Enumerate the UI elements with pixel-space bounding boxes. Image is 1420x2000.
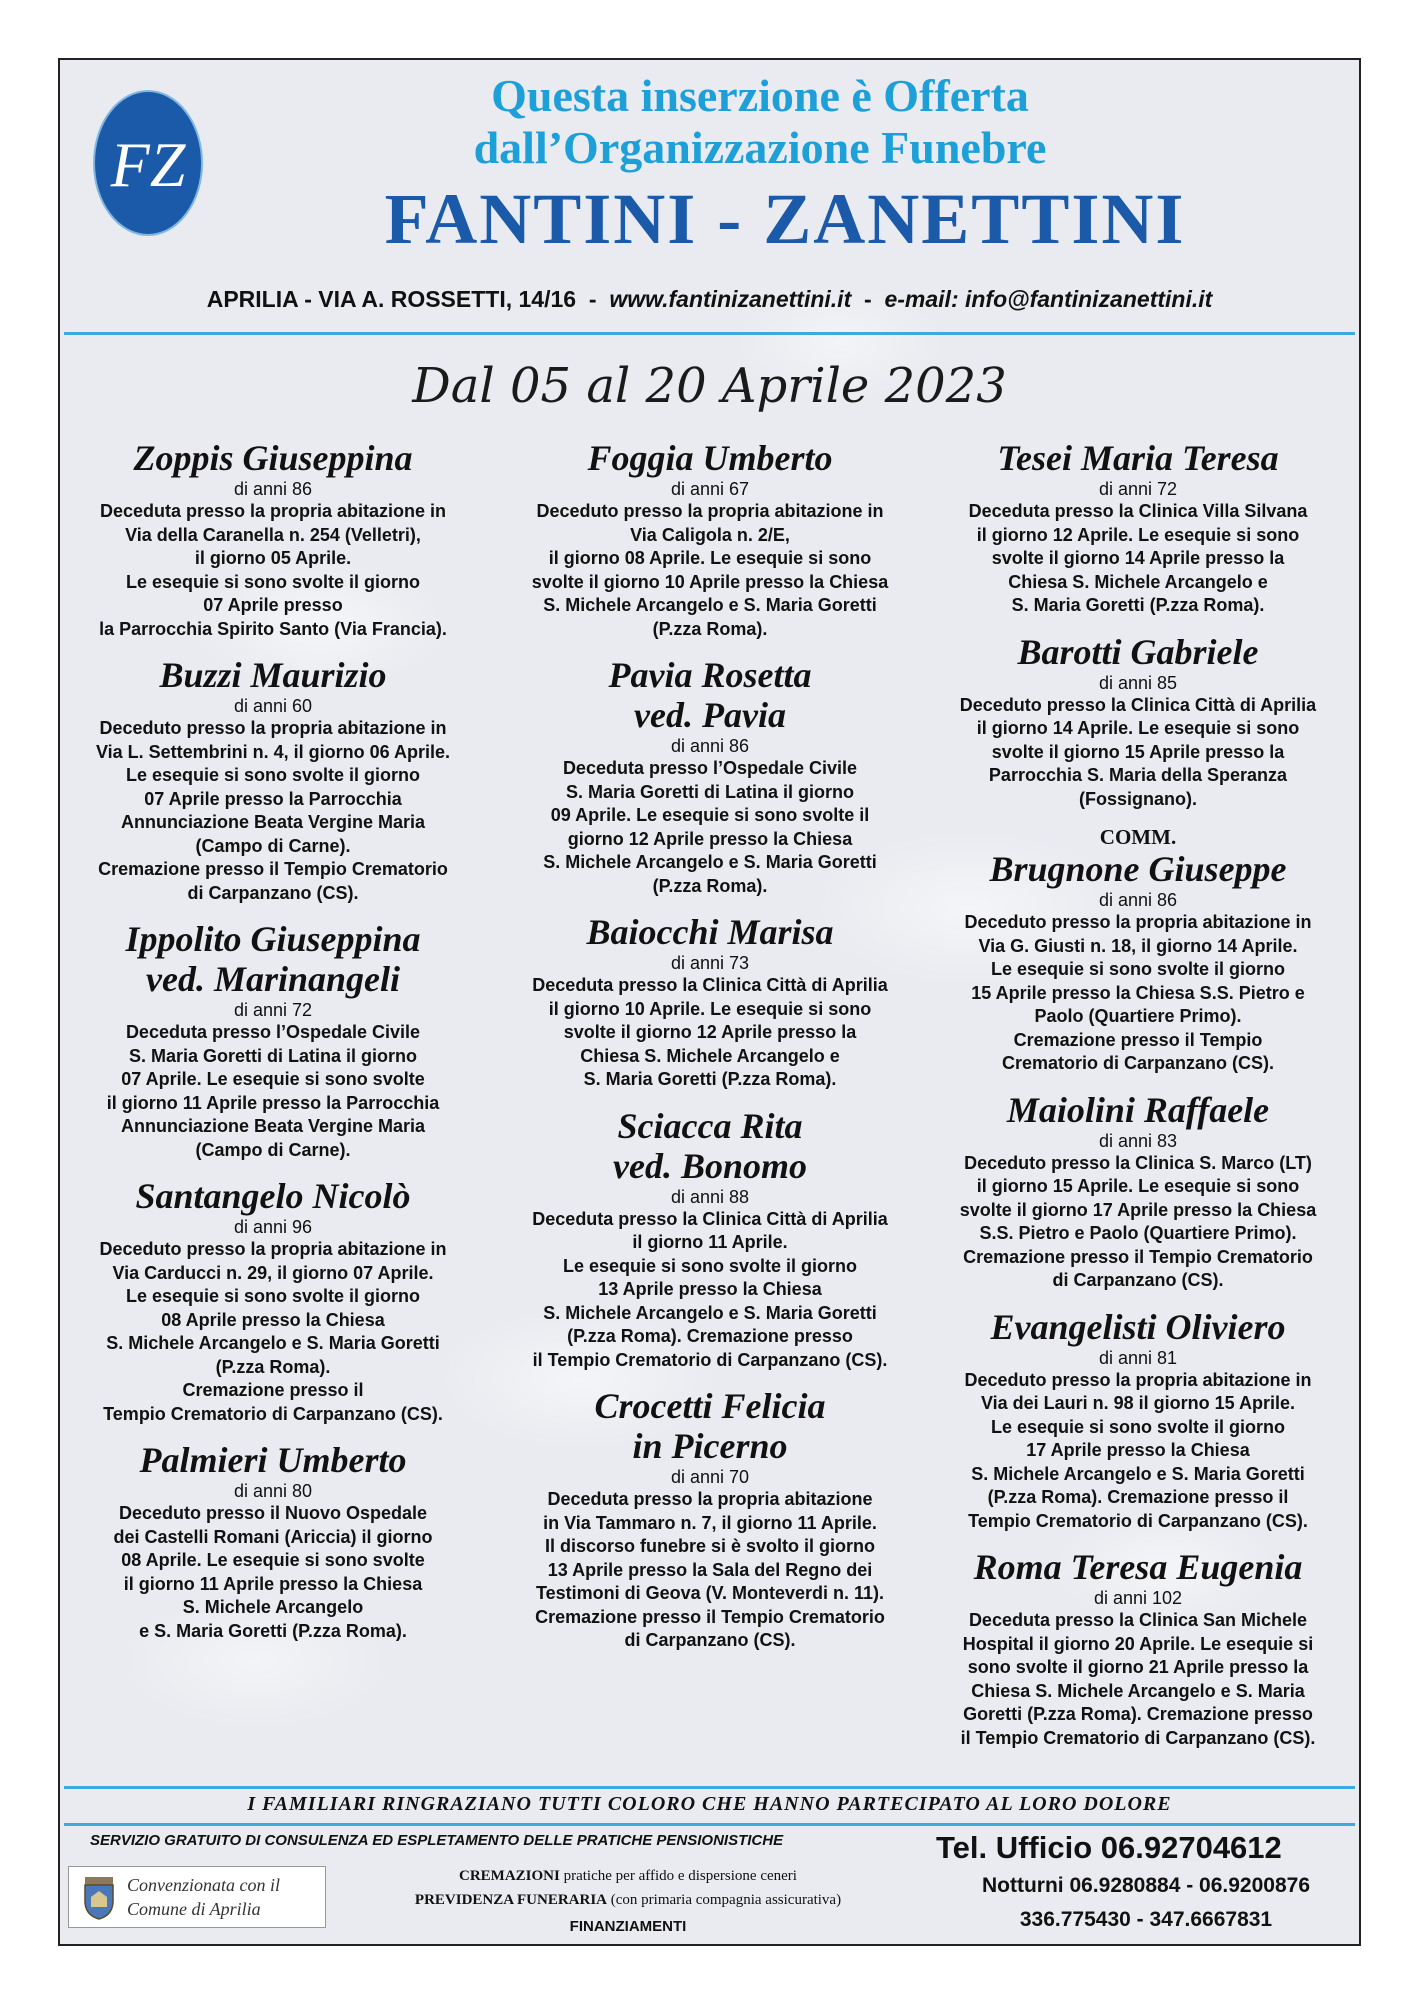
obituary-description-line: 07 Aprile presso la Parrocchia [144, 788, 402, 809]
obituary-description [505, 757, 915, 898]
obituary-description-line: Il discorso funebre si è svolto il giorno [544, 1536, 876, 1556]
obituary-entry [68, 438, 478, 641]
pension-service: SERVIZIO GRATUITO DI CONSULENZA ED ESPLETAMENTO DELLE PRATICHE PENSIONISTICHE [90, 1832, 784, 1849]
obituary-description-line: 09 Aprile. Le esequie si sono svolte il [550, 805, 870, 825]
obituary-entry [505, 1106, 915, 1373]
brand-name: FANTINI - ZANETTINI [384, 179, 1186, 259]
obituary-description-line: Deceduta presso la Clinica San Michele [968, 1610, 1308, 1630]
office-phone[interactable]: Tel. Ufficio 06.92704612 [936, 1830, 1282, 1865]
obituary-description-line: Le esequie si sono svolte il giorno [125, 1286, 421, 1306]
obituary-description-line: Le esequie si sono svolte il giorno [990, 1416, 1286, 1437]
obituary-description-line: 08 Aprile presso la Chiesa [161, 1309, 385, 1330]
obituary-description-line: S. Michele Arcangelo e S. Maria Goretti [543, 595, 877, 615]
obituary-description-line: Deceduto presso la propria abitazione in [964, 1369, 1312, 1390]
obituary-name: Crocetti Felicia [594, 1386, 826, 1426]
obituary-description-line: (P.zza Roma). Cremazione presso [567, 1326, 853, 1346]
obituary-name: Foggia Umberto [587, 438, 833, 478]
obituary-age: di anni 73 [670, 953, 750, 973]
obituary-description [68, 500, 478, 641]
obituary-entry [505, 438, 915, 641]
obituary-description-line: Deceduta presso la Clinica Villa Silvana [968, 501, 1308, 521]
obituary-name: Palmieri Umberto [139, 1440, 407, 1480]
obituary-name: ved. Marinangeli [145, 959, 400, 999]
obituary-age: di anni 85 [1098, 672, 1178, 693]
obituary-description-line: Parrocchia S. Maria della Speranza [988, 765, 1288, 785]
obituary-description-line: in Via Tammaro n. 7, il giorno 11 Aprile. [543, 1512, 877, 1533]
obituary-entry [933, 1090, 1343, 1293]
obituary-name: Baiocchi Marisa [586, 912, 834, 952]
obituary-description-line: il giorno 11 Aprile presso la Parrocchia [106, 1092, 440, 1113]
obituary-description-line: Via dei Lauri n. 98 il giorno 15 Aprile. [980, 1393, 1296, 1413]
obituary-description-line: S. Maria Goretti (P.zza Roma). [1011, 595, 1265, 615]
obituary-entry [933, 438, 1343, 618]
obituary-description-line: Annunciazione Beata Vergine Maria [120, 812, 426, 832]
obituary-description [68, 1502, 478, 1643]
obituary-age: di anni 86 [670, 736, 750, 756]
contact-separator: - [864, 286, 872, 312]
obituary-age: di anni 102 [1093, 1588, 1183, 1608]
thanks-line: I FAMILIARI RINGRAZIANO TUTTI COLORO CHE HANNO PARTECIPATO AL LORO DOLORE [247, 1793, 1172, 1815]
obituary-description-line: 07 Aprile presso [203, 595, 343, 615]
obituary-description-line: Tempio Crematorio di Carpanzano (CS). [968, 1510, 1308, 1531]
obituary-description-line: (Campo di Carne). [195, 1139, 351, 1160]
contact-bar [60, 286, 1359, 313]
obituary-description-line: il giorno 05 Aprile. [194, 548, 352, 568]
previdenza-text: (con primaria compagnia assicurativa) [610, 1892, 842, 1908]
obituary-description-line: Deceduto presso la propria abitazione in [536, 501, 884, 521]
previdenza-label: PREVIDENZA FUNERARIA [414, 1892, 608, 1908]
obituary-description-line: Deceduto presso il Nuovo Ospedale [118, 1503, 428, 1523]
obituary-description-line: (Campo di Carne). [195, 835, 351, 856]
obituary-entry [505, 655, 915, 898]
obituary-description-line: 15 Aprile presso la Chiesa S.S. Pietro e [971, 982, 1305, 1003]
obituary-name: Evangelisti Oliviero [990, 1306, 1286, 1347]
obituary-description-line: Deceduto presso la Clinica S. Marco (LT) [964, 1152, 1312, 1173]
obituary-entry [505, 912, 915, 1092]
obituary-description-line: di Carpanzano (CS). [624, 1630, 796, 1650]
obituary-age: di anni 72 [233, 1000, 313, 1020]
obituary-age: di anni 83 [1098, 1130, 1178, 1151]
obituary-description-line: Annunciazione Beata Vergine Maria [120, 1116, 426, 1136]
badge-text [127, 1873, 323, 1921]
obituary-description-line: (Fossignano). [1079, 788, 1197, 809]
obituary-description-line: Le esequie si sono svolte il giorno [990, 959, 1286, 979]
obituary-description-line: il giorno 11 Aprile. [632, 1232, 788, 1252]
obituary-description [933, 694, 1343, 812]
obituary-description [505, 500, 915, 641]
obituary-description [505, 974, 915, 1092]
obituary-description [505, 1208, 915, 1373]
cremazioni-label: CREMAZIONI [459, 1868, 560, 1884]
obituary-entry [68, 1440, 478, 1643]
obituary-name: Roma Teresa Eugenia [973, 1547, 1303, 1587]
obituary-description-line: il giorno 12 Aprile. Le esequie si sono [976, 524, 1300, 545]
obituary-description-line: S.S. Pietro e Paolo (Quartiere Primo). [979, 1223, 1297, 1243]
obituary-entry [933, 825, 1343, 1076]
footer-divider-bottom [64, 1823, 1355, 1826]
obituary-description-line: di Carpanzano (CS). [1052, 1270, 1224, 1290]
obituary-description-line: svolte il giorno 12 Aprile presso la [563, 1022, 857, 1042]
obituary-description-line: Via G. Giusti n. 18, il giorno 14 Aprile. [978, 935, 1298, 956]
obituary-age: di anni 88 [670, 1186, 750, 1207]
obituary-description-line: Via L. Settembrini n. 4, il giorno 06 Aprile. [95, 741, 451, 762]
obituary-description-line: Via della Caranella n. 254 (Velletri), [125, 524, 421, 545]
obituary-description-line: Le esequie si sono svolte il giorno [125, 765, 421, 785]
obituary-description-line: Deceduta presso la propria abitazione [547, 1489, 873, 1509]
obituary-description-line: S. Michele Arcangelo e S. Maria Goretti [543, 1302, 877, 1323]
date-range: Dal 05 al 20 Aprile 2023 [412, 358, 1007, 414]
obituary-description-line: Deceduta presso la Clinica Città di Aprilia [532, 1208, 888, 1229]
obituary-name: Barotti Gabriele [1017, 631, 1259, 672]
obituary-name: Brugnone Giuseppe [989, 849, 1287, 889]
obituary-description-line: Deceduto presso la propria abitazione in [99, 1239, 447, 1259]
finanziamenti-line: FINANZIAMENTI [569, 1918, 687, 1935]
obituary-description-line: svolte il giorno 14 Aprile presso la [991, 548, 1285, 568]
obituary-description-line: 08 Aprile. Le esequie si sono svolte [121, 1550, 425, 1570]
obituary-description-line: il giorno 10 Aprile. Le esequie si sono [548, 998, 872, 1019]
obituary-description-line: giorno 12 Aprile presso la Chiesa [567, 828, 853, 849]
logo-text: FZ [110, 129, 186, 200]
obituary-description-line: Via Carducci n. 29, il giorno 07 Aprile. [112, 1262, 434, 1283]
obituary-column-1 [68, 438, 478, 1657]
obituary-age: di anni 60 [233, 696, 313, 716]
obituary-entry [68, 1176, 478, 1426]
obituary-description-line: e S. Maria Goretti (P.zza Roma). [139, 1620, 407, 1641]
obituary-description-line: S. Michele Arcangelo [182, 1597, 364, 1617]
obituary-description-line: Le esequie si sono svolte il giorno [125, 571, 421, 592]
cremazioni-line [328, 1868, 928, 1885]
obituary-description-line: Chiesa S. Michele Arcangelo e S. Maria [971, 1680, 1305, 1701]
obituary-name: Santangelo Nicolò [135, 1176, 411, 1216]
obituary-description-line: Deceduta presso l’Ospedale Civile [562, 758, 858, 778]
obituary-name: Buzzi Maurizio [159, 655, 387, 695]
obituary-description-line: Cremazione presso il Tempio [1013, 1029, 1263, 1050]
obituary-description-line: (P.zza Roma). [652, 618, 768, 639]
obituary-description [68, 1238, 478, 1426]
obituary-description-line: (P.zza Roma). Cremazione presso il [987, 1487, 1289, 1507]
obituary-name: ved. Pavia [634, 695, 786, 735]
obituary-description [505, 1488, 915, 1653]
obituary-age: di anni 96 [233, 1217, 313, 1237]
obituary-description-line: (P.zza Roma). [215, 1356, 331, 1377]
obituary-description-line: dei Castelli Romani (Ariccia) il giorno [113, 1526, 433, 1547]
obituary-description-line: Crematorio di Carpanzano (CS). [1001, 1053, 1275, 1073]
cremazioni-text: pratiche per affido e dispersione ceneri [563, 1868, 797, 1884]
obituary-description-line: 07 Aprile. Le esequie si sono svolte [121, 1069, 425, 1089]
notice-frame [58, 58, 1361, 1946]
contact-website[interactable]: www.fantinizanettini.it [609, 286, 852, 312]
obituary-name: Pavia Rosetta [608, 655, 812, 695]
obituary-description-line: Cremazione presso il Tempio Crematorio [535, 1606, 885, 1627]
obituary-description-line: il Tempio Crematorio di Carpanzano (CS). [960, 1727, 1316, 1748]
obituary-description-line: S. Michele Arcangelo e S. Maria Goretti [106, 1333, 440, 1353]
obituary-description-line: Via Caligola n. 2/E, [630, 524, 790, 545]
obituary-description-line: il giorno 15 Aprile. Le esequie si sono [976, 1176, 1300, 1196]
contact-address: APRILIA - VIA A. ROSSETTI, 14/16 [206, 286, 577, 312]
obituary-name: ved. Bonomo [613, 1145, 807, 1186]
obituary-column-3 [933, 438, 1343, 1764]
header-divider [64, 332, 1355, 335]
obituary-name: Zoppis Giuseppina [133, 438, 413, 478]
obituary-description-line: la Parrocchia Spirito Santo (Via Francia). [99, 618, 447, 639]
obituary-description-line: S. Maria Goretti di Latina il giorno [565, 781, 855, 802]
obituary-description-line: svolte il giorno 17 Aprile presso la Chiesa [959, 1199, 1317, 1220]
obituary-description-line: Deceduto presso la propria abitazione in [99, 718, 447, 738]
contact-separator: - [588, 286, 597, 312]
obituary-description-line: S. Maria Goretti di Latina il giorno [128, 1045, 418, 1066]
obituary-column-2 [505, 438, 915, 1667]
footer-divider-top [64, 1786, 1355, 1789]
fz-logo-icon [92, 88, 204, 238]
obituary-description-line: Tempio Crematorio di Carpanzano (CS). [103, 1403, 443, 1424]
header-line-2: dall’Organizzazione Funebre [473, 122, 1047, 173]
obituary-entry [933, 1547, 1343, 1750]
coat-of-arms-icon [79, 1875, 119, 1921]
night-phones[interactable]: Notturni 06.9280884 - 06.9200876 [981, 1874, 1311, 1897]
obituary-description-line: S. Michele Arcangelo e S. Maria Goretti [971, 1463, 1305, 1484]
obituary-description-line: svolte il giorno 15 Aprile presso la [991, 741, 1285, 762]
obituary-description-line: sono svolte il giorno 21 Aprile presso la [967, 1657, 1309, 1677]
obituary-description-line: (P.zza Roma). [652, 875, 768, 896]
obituary-description-line: il Tempio Crematorio di Carpanzano (CS). [532, 1349, 888, 1370]
header-line-1: Questa inserzione è Offerta [491, 70, 1029, 121]
contact-email[interactable]: e-mail: info@fantinizanettini.it [884, 286, 1213, 312]
obituary-description-line: il giorno 08 Aprile. Le esequie si sono [548, 548, 872, 568]
obituary-age: di anni 80 [233, 1481, 313, 1501]
obituary-description-line: 13 Aprile presso la Sala del Regno dei [547, 1559, 873, 1580]
obituary-description-line: 13 Aprile presso la Chiesa [598, 1279, 822, 1299]
obituary-description-line: S. Maria Goretti (P.zza Roma). [583, 1069, 837, 1089]
obituary-description [933, 1369, 1343, 1534]
obituary-description-line: Chiesa S. Michele Arcangelo e [580, 1045, 840, 1066]
obituary-entry [933, 632, 1343, 812]
obituary-description-line: Deceduta presso la Clinica Città di Aprilia [532, 975, 888, 995]
obituary-description-line: Hospital il giorno 20 Aprile. Le esequie si [962, 1633, 1314, 1654]
obituary-description-line: Cremazione presso il Tempio Crematorio [963, 1246, 1313, 1267]
obituary-age: di anni 81 [1098, 1347, 1178, 1368]
obituary-description-line: Goretti (P.zza Roma). Cremazione presso [963, 1704, 1313, 1724]
obituary-description-line: 17 Aprile presso la Chiesa [1026, 1440, 1250, 1460]
obituary-description-line: il giorno 11 Aprile presso la Chiesa [123, 1573, 423, 1594]
obituary-age: di anni 70 [670, 1467, 750, 1487]
previdenza-line [328, 1892, 928, 1909]
obituary-title-prefix: COMM. [1099, 825, 1177, 849]
obituary-name: Tesei Maria Teresa [997, 438, 1279, 478]
obituary-description-line: Deceduto presso la Clinica Città di Aprilia [959, 694, 1317, 715]
obituary-description-line: il giorno 14 Aprile. Le esequie si sono [976, 718, 1300, 738]
obituary-description [933, 1609, 1343, 1750]
mobile-phones[interactable]: 336.775430 - 347.6667831 [1019, 1908, 1273, 1931]
obituary-entry [505, 1386, 915, 1653]
obituary-description-line: di Carpanzano (CS). [187, 882, 359, 903]
obituary-description-line: Chiesa S. Michele Arcangelo e [1008, 571, 1268, 592]
obituary-description-line: Cremazione presso il [182, 1380, 364, 1400]
badge-line-2: Comune di Aprilia [127, 1899, 261, 1919]
obituary-age: di anni 86 [1098, 890, 1178, 910]
obituary-entry [68, 655, 478, 905]
obituary-entry [68, 919, 478, 1162]
obituary-description [933, 911, 1343, 1076]
obituary-name: Sciacca Rita [617, 1105, 803, 1146]
obituary-description-line: Deceduta presso l’Ospedale Civile [125, 1022, 421, 1042]
municipality-badge [68, 1866, 326, 1928]
obituary-description-line: svolte il giorno 10 Aprile presso la Chiesa [531, 571, 889, 592]
obituary-age: di anni 72 [1098, 479, 1178, 499]
badge-line-1: Convenzionata con il [127, 1875, 280, 1895]
obituary-name: Maiolini Raffaele [1006, 1089, 1270, 1130]
obituary-description-line: Le esequie si sono svolte il giorno [562, 1255, 858, 1276]
obituary-entry [933, 1307, 1343, 1534]
obituary-description [933, 500, 1343, 618]
obituary-name: in Picerno [632, 1426, 788, 1466]
obituary-description [933, 1152, 1343, 1293]
obituary-description-line: Cremazione presso il Tempio Crematorio [98, 859, 448, 879]
obituary-description [68, 1021, 478, 1162]
obituary-description-line: S. Michele Arcangelo e S. Maria Goretti [543, 852, 877, 872]
obituary-description-line: Paolo (Quartiere Primo). [1034, 1006, 1242, 1026]
obituary-age: di anni 67 [670, 479, 750, 499]
obituary-description [68, 717, 478, 905]
obituary-description-line: Deceduto presso la propria abitazione in [964, 912, 1312, 932]
obituary-description-line: Testimoni di Geova (V. Monteverdi n. 11). [535, 1583, 885, 1603]
obituary-name: Ippolito Giuseppina [125, 919, 421, 959]
obituary-description-line: Deceduta presso la propria abitazione in [99, 501, 447, 521]
obituary-age: di anni 86 [233, 479, 313, 499]
